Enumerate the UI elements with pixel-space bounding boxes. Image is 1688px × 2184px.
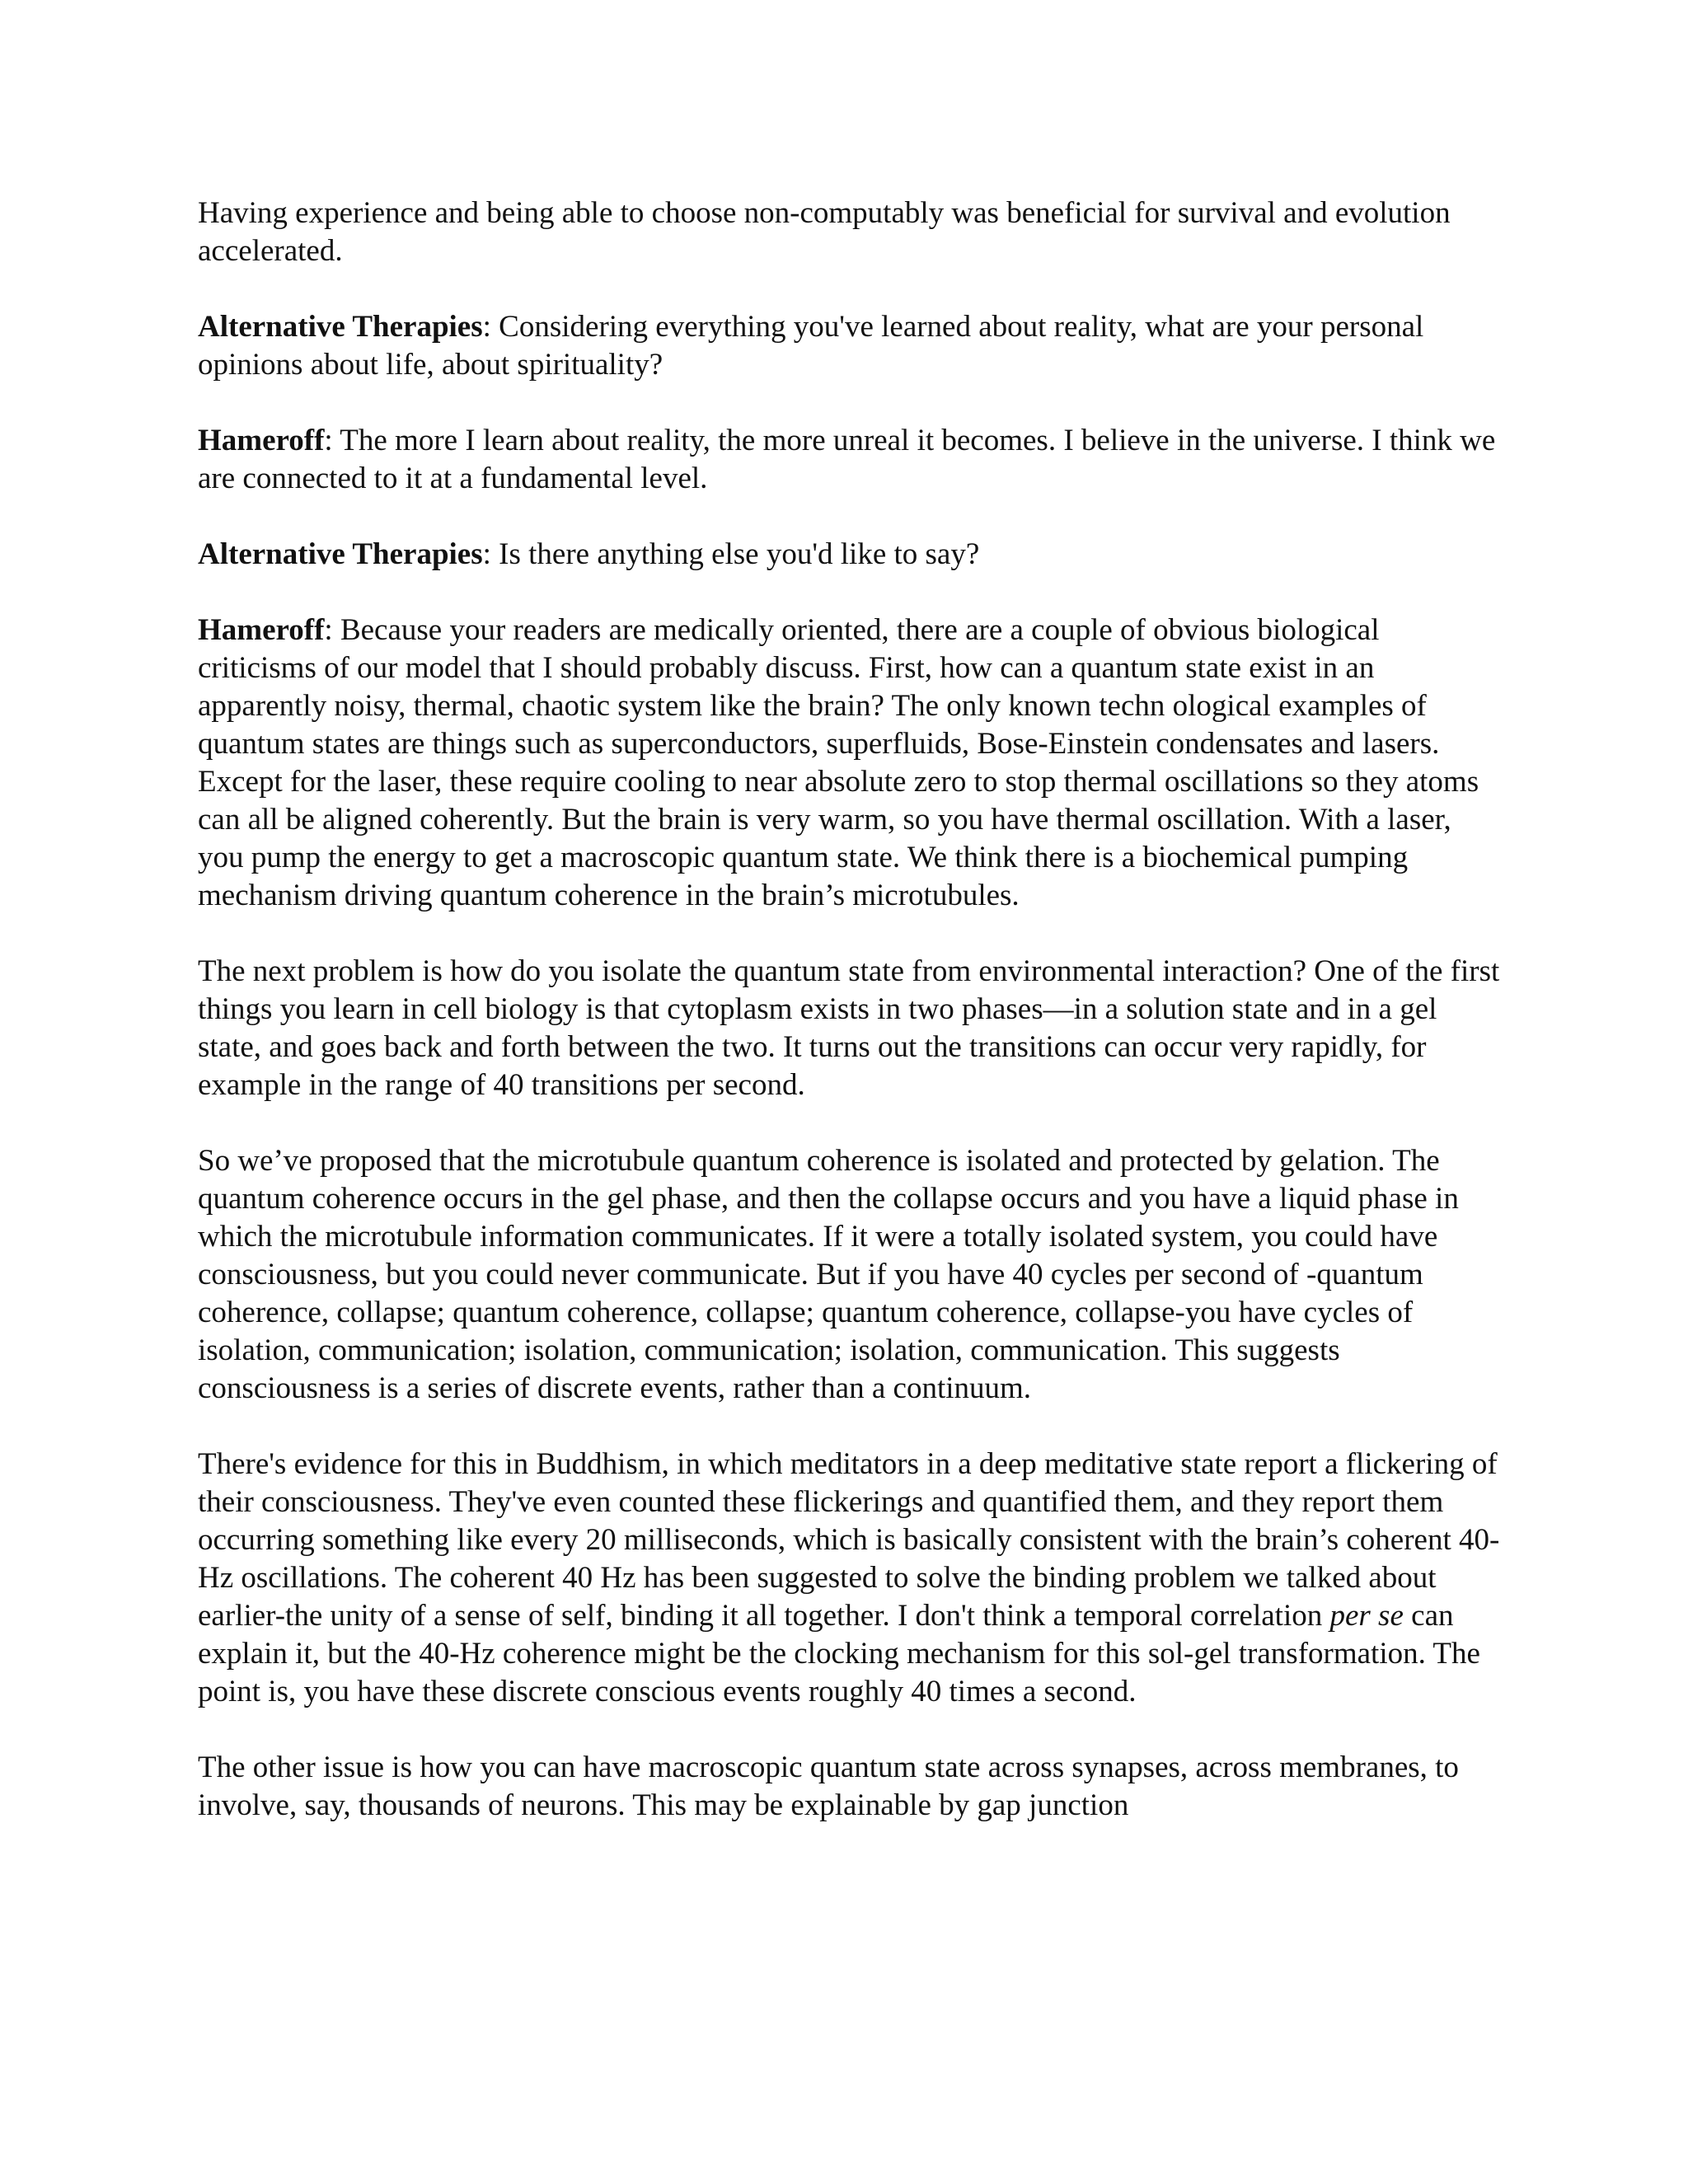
paragraph-3	[198, 422, 1500, 498]
paragraph-text: : Because your readers are medically oriented, there are a couple of obvious biological criticisms of our model that I should probably discuss. First, how can a quantum state exist in an apparently noisy, thermal, chaotic system like the brain? The only known techn ological examples of quantum states are things such as superconductors, superfluids, Bose-Einstein condensates and lasers. Except for the laser, these require cooling to near absolute zero to stop thermal oscillations so they atoms can all be aligned coherently. But the brain is very warm, so you have thermal oscillation. With a laser, you pump the energy to get a macroscopic quantum state. We think there is a biochemical pumping mechanism driving quantum coherence in the brain’s microtubules.	[198, 613, 1479, 912]
paragraph-text: There's evidence for this in Buddhism, in which meditators in a deep meditative state report a flickering of their consciousness. They've even counted these flickerings and quantified them, and they report them occurring something like every 20 milliseconds, which is basically consistent with the brain’s coherent 40-Hz oscillations. The coherent 40 Hz has been suggested to solve the binding problem we talked about earlier-the unity of a sense of self, binding it all together. I don't think a temporal correlation	[198, 1447, 1500, 1633]
paragraph-9	[198, 1749, 1500, 1825]
paragraph-text: The other issue is how you can have macroscopic quantum state across synapses, across membranes, to involve, say, thousands of neurons. This may be explainable by gap junction	[198, 1750, 1459, 1822]
speaker-label: Alternative Therapies	[198, 310, 483, 344]
paragraph-text: : The more I learn about reality, the more unreal it becomes. I believe in the universe. I think we are connected to it at a fundamental level.	[198, 424, 1496, 495]
paragraph-text: The next problem is how do you isolate the quantum state from environmental interaction? One of the first things you learn in cell biology is that cytoplasm exists in two phases—in a solution state and in a gel state, and goes back and forth between the two. It turns out the transitions can occur very rapidly, for example in the range of 40 transitions per second.	[198, 954, 1500, 1102]
paragraph-2	[198, 308, 1500, 384]
paragraph-4	[198, 536, 1500, 574]
paragraph-text: Having experience and being able to choose non-computably was beneficial for survival and evolution accelerated.	[198, 196, 1451, 268]
speaker-label: Hameroff	[198, 613, 325, 647]
speaker-label: Hameroff	[198, 424, 325, 457]
paragraph-6	[198, 953, 1500, 1104]
paragraph-5	[198, 612, 1500, 915]
paragraph-8	[198, 1446, 1500, 1711]
paragraph-text: : Considering everything you've learned about reality, what are your personal opinions about life, about spirituality?	[198, 310, 1424, 382]
paragraph-text: can explain it, but the 40-Hz coherence might be the clocking mechanism for this sol-gel transformation. The point is, you have these discrete conscious events roughly 40 times a second.	[198, 1599, 1480, 1708]
paragraph-text: So we’ve proposed that the microtubule quantum coherence is isolated and protected by gelation. The quantum coherence occurs in the gel phase, and then the collapse occurs and you have a liquid phase in which the microtubule information communicates. If it were a totally isolated system, you could have consciousness, but you could never communicate. But if you have 40 cycles per second of -quantum coherence, collapse; quantum coherence, collapse; quantum coherence, collapse-you have cycles of isolation, communication; isolation, communication; isolation, communication. This suggests consciousness is a series of discrete events, rather than a continuum.	[198, 1144, 1459, 1405]
paragraph-1	[198, 194, 1500, 270]
italic-phrase: per se	[1329, 1599, 1404, 1633]
paragraph-7	[198, 1142, 1500, 1408]
paragraph-text: : Is there anything else you'd like to say?	[482, 537, 980, 571]
speaker-label: Alternative Therapies	[198, 537, 483, 571]
document-page	[198, 194, 1500, 1825]
